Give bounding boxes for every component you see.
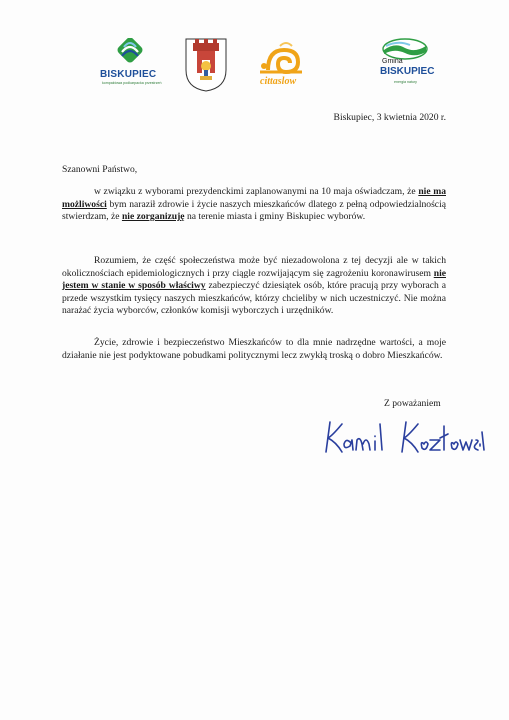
gmina-prefix-text: Gmina bbox=[382, 58, 403, 65]
p2-text-a: Rozumiem, że część społeczeństwa może być niezadowolona z tej decyzji ale w takich okolicznościach epidemiologicznych i przy ciągle rozwijającym się zagrożeniu koronawirusem bbox=[62, 255, 446, 279]
letter-closing: Z poważaniem bbox=[384, 398, 441, 409]
gmina-biskupiec-logo bbox=[370, 38, 440, 94]
letter-paragraph-3 bbox=[62, 337, 446, 362]
p1-text-c: bym naraził zdrowie i życie naszych mieszkańców dlatego z pełną odpowiedzialnością stwierdzam, że bbox=[62, 198, 446, 223]
biskupiec-logo-text: BISKUPIEC bbox=[100, 69, 157, 80]
p1-text-a: w związku z wyborami prezydenckimi zaplanowanymi na 10 maja oświadczam, że bbox=[94, 186, 419, 197]
p1-emphasis-no-possibility: nie ma możliwości bbox=[62, 186, 446, 210]
biskupiec-emblem-icon bbox=[104, 38, 160, 72]
letter-date: Biskupiec, 3 kwietnia 2020 r. bbox=[333, 112, 446, 123]
biskupiec-logo-tagline: kompaktowa podkarpacka przestrzeń bbox=[102, 81, 162, 85]
gmina-logo-tagline: energia natury bbox=[394, 80, 417, 84]
cittaslow-logo bbox=[252, 40, 314, 92]
p3-text: Życie, zdrowie i bezpieczeństwo Mieszkańców to dla mnie nadrzędne wartości, a moje działanie nie jest podyktowane pobudkami politycznymi lecz zwykłą troską o dobro Mieszkańców. bbox=[62, 337, 446, 361]
coat-of-arms-icon bbox=[185, 38, 227, 92]
letter-paragraph-1 bbox=[62, 186, 446, 224]
landscape-icon bbox=[370, 38, 440, 60]
p2-text-c: zabezpieczyć dziesiątek osób, które pracują przy wyborach a przede wszystkim tysięcy naszych mieszkańców, którzy chcieliby w nich uczestniczyć. Nie można narażać życia wyborców, członków komisji wyborczych i urzędników. bbox=[62, 280, 446, 317]
coat-of-arms-logo bbox=[185, 38, 227, 92]
snail-icon bbox=[252, 40, 314, 80]
biskupiec-logo bbox=[100, 38, 162, 94]
letter-salutation: Szanowni Państwo, bbox=[62, 164, 138, 175]
letter-paragraph-2 bbox=[62, 255, 446, 318]
p1-text-e: na terenie miasta i gminy Biskupiec wyborów. bbox=[184, 211, 366, 223]
handwritten-signature bbox=[320, 414, 488, 460]
gmina-logo-text: BISKUPIEC bbox=[380, 66, 435, 77]
p1-emphasis-will-not-organize: nie zorganizuję bbox=[121, 211, 185, 223]
cittaslow-logo-text: cittaslow bbox=[260, 76, 297, 87]
p2-emphasis-not-able: nie jestem w stanie w sposób właściwy bbox=[62, 267, 446, 292]
